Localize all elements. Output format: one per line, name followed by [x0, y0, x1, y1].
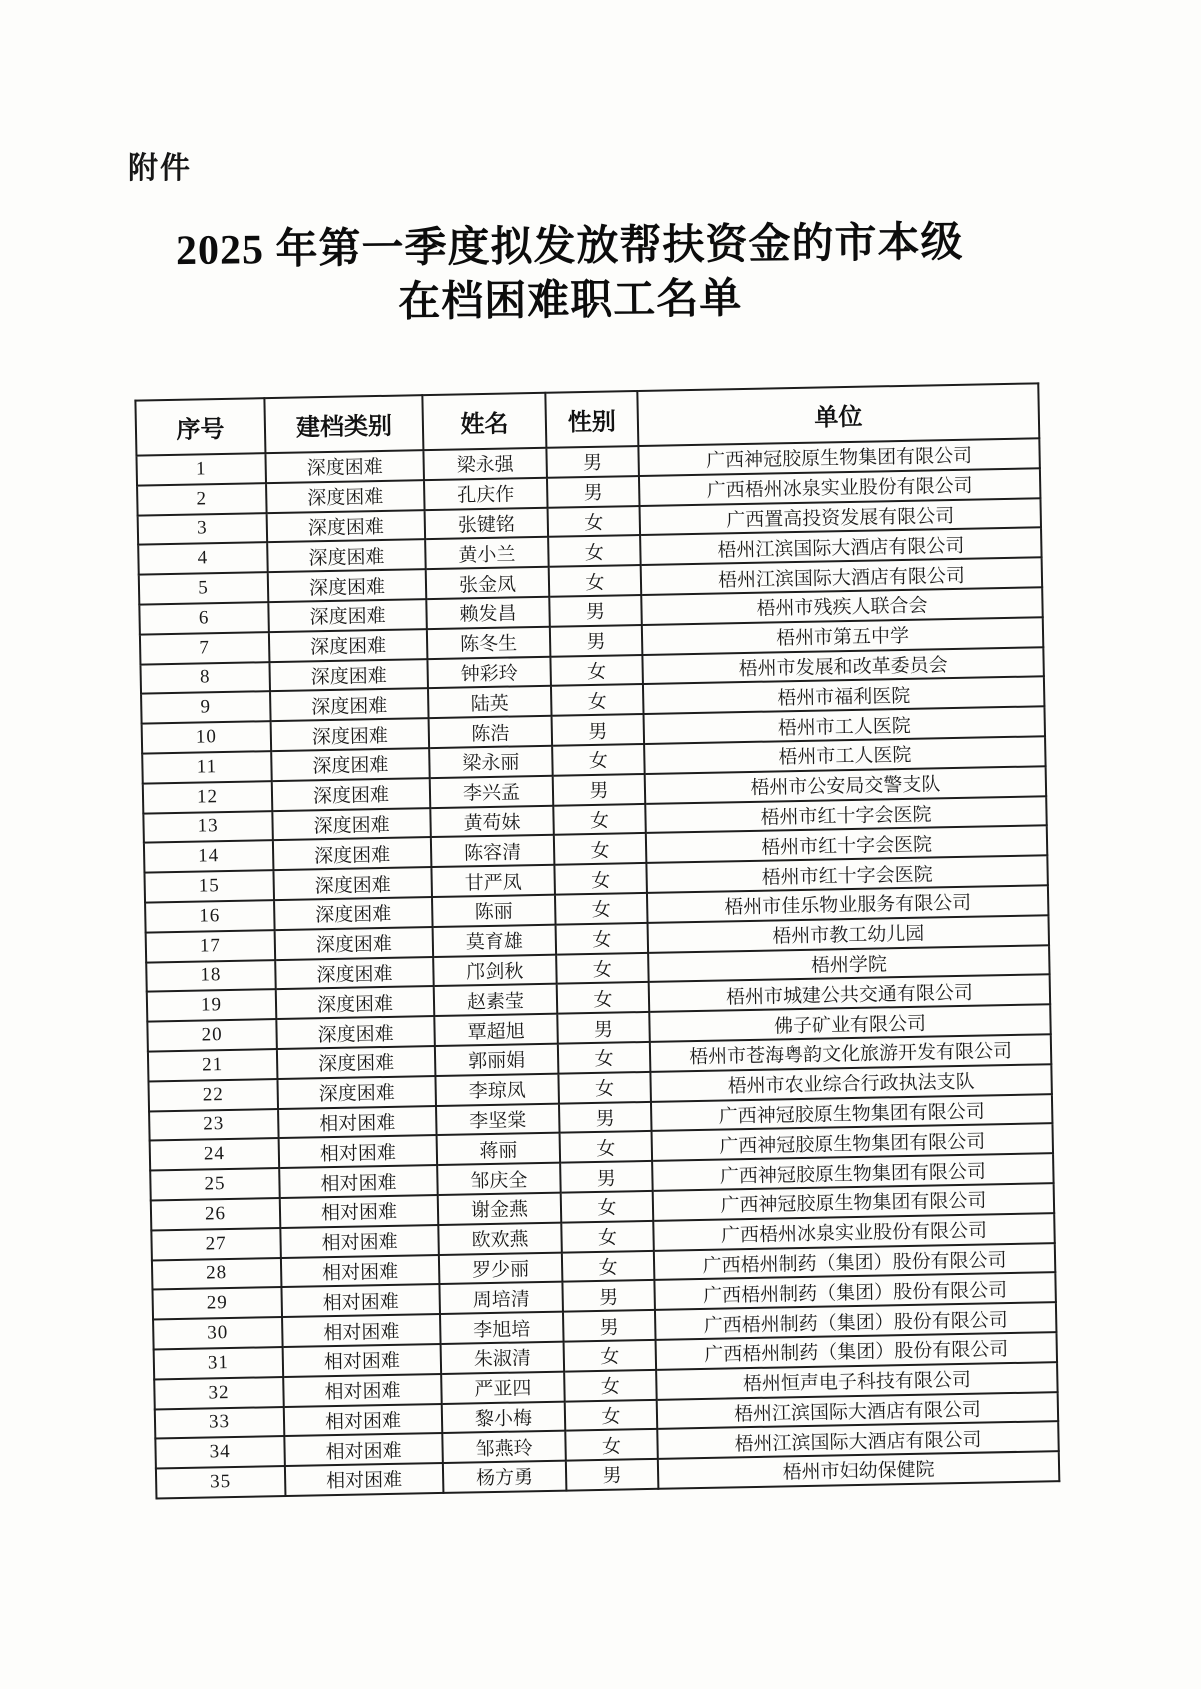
- cell-row-number: 16: [145, 900, 275, 932]
- cell-gender: 女: [553, 804, 646, 836]
- cell-category: 深度困难: [272, 808, 431, 841]
- cell-gender: 男: [563, 1310, 656, 1342]
- cell-name: 孔庆作: [424, 478, 548, 510]
- cell-row-number: 31: [154, 1347, 284, 1379]
- cell-gender: 男: [562, 1280, 655, 1312]
- cell-category: 深度困难: [268, 569, 427, 602]
- cell-unit: 梧州市苍海粤韵文化旅游开发有限公司: [650, 1034, 1051, 1071]
- cell-name: 黄苟妹: [430, 805, 554, 837]
- cell-category: 深度困难: [276, 1016, 435, 1049]
- cell-unit: 梧州市红十字会医院: [646, 826, 1047, 863]
- cell-row-number: 14: [144, 840, 274, 872]
- cell-name: 陈容清: [431, 835, 555, 867]
- cell-unit: 广西梧州制药（集团）股份有限公司: [654, 1243, 1055, 1280]
- cell-row-number: 27: [151, 1228, 281, 1260]
- cell-gender: 女: [564, 1340, 657, 1372]
- cell-unit: 梧州市福利医院: [643, 677, 1044, 714]
- cell-unit: 梧州市农业综合行政执法支队: [650, 1064, 1051, 1101]
- cell-category: 深度困难: [273, 837, 432, 870]
- cell-category: 相对困难: [281, 1284, 440, 1317]
- cell-unit: 广西神冠胶原生物集团有限公司: [653, 1183, 1054, 1220]
- cell-category: 深度困难: [271, 748, 430, 781]
- cell-unit: 广西梧州冰泉实业股份有限公司: [639, 468, 1040, 505]
- cell-category: 相对困难: [284, 1433, 443, 1466]
- cell-row-number: 34: [155, 1436, 285, 1468]
- cell-row-number: 20: [147, 1019, 277, 1051]
- cell-unit: 梧州恒声电子科技有限公司: [656, 1362, 1057, 1399]
- cell-name: 钟彩玲: [427, 656, 551, 688]
- cell-unit: 梧州江滨国际大酒店有限公司: [657, 1392, 1058, 1429]
- cell-unit: 佛子矿业有限公司: [649, 1004, 1050, 1041]
- cell-category: 深度困难: [272, 778, 431, 811]
- cell-row-number: 9: [141, 692, 271, 724]
- cell-unit: 广西梧州制药（集团）股份有限公司: [655, 1302, 1056, 1339]
- cell-category: 深度困难: [273, 867, 432, 900]
- cell-gender: 男: [552, 714, 645, 746]
- cell-gender: 女: [565, 1429, 658, 1461]
- cell-row-number: 7: [140, 632, 270, 664]
- cell-unit: 梧州市红十字会医院: [645, 796, 1046, 833]
- cell-row-number: 18: [146, 960, 276, 992]
- cell-gender: 女: [557, 982, 650, 1014]
- cell-unit: 梧州市工人医院: [644, 736, 1045, 773]
- cell-category: 深度困难: [271, 718, 430, 751]
- cell-gender: 女: [558, 1042, 651, 1074]
- cell-unit: 梧州江滨国际大酒店有限公司: [640, 528, 1041, 565]
- cell-gender: 女: [548, 506, 641, 538]
- cell-unit: 梧州市第五中学: [642, 617, 1043, 654]
- cell-gender: 女: [562, 1250, 655, 1282]
- cell-gender: 女: [558, 1072, 651, 1104]
- cell-category: 相对困难: [278, 1106, 437, 1139]
- cell-row-number: 26: [151, 1198, 281, 1230]
- cell-row-number: 12: [143, 781, 273, 813]
- cell-category: 相对困难: [284, 1403, 443, 1436]
- cell-unit: 梧州市城建公共交通有限公司: [649, 975, 1050, 1012]
- cell-category: 深度困难: [269, 659, 428, 692]
- cell-row-number: 17: [146, 930, 276, 962]
- column-header-name: 姓名: [422, 393, 546, 450]
- cell-row-number: 1: [136, 453, 266, 485]
- cell-gender: 女: [564, 1370, 657, 1402]
- cell-name: 黄小兰: [425, 537, 549, 569]
- column-header-gender: 性别: [545, 391, 638, 448]
- cell-gender: 男: [557, 1012, 650, 1044]
- cell-name: 甘严凤: [431, 865, 555, 897]
- cell-name: 严亚四: [441, 1371, 565, 1403]
- column-header-category: 建档类别: [264, 395, 423, 453]
- cell-unit: 梧州市佳乐物业服务有限公司: [647, 885, 1048, 922]
- cell-name: 陈浩: [429, 716, 553, 748]
- cell-name: 杨方勇: [443, 1461, 567, 1493]
- cell-name: 陈冬生: [427, 627, 551, 659]
- cell-category: 相对困难: [283, 1374, 442, 1407]
- column-header-row-number: 序号: [135, 398, 265, 455]
- cell-gender: 女: [561, 1221, 654, 1253]
- cell-gender: 男: [550, 625, 643, 657]
- cell-category: 深度困难: [274, 897, 433, 930]
- cell-row-number: 28: [152, 1258, 282, 1290]
- cell-name: 陈丽: [432, 895, 556, 927]
- page-title-line-1: 2025 年第一季度拟发放帮扶资金的市本级: [175, 219, 964, 275]
- cell-category: 深度困难: [277, 1076, 436, 1109]
- cell-row-number: 33: [155, 1407, 285, 1439]
- cell-gender: 女: [560, 1131, 653, 1163]
- cell-category: 相对困难: [285, 1463, 444, 1496]
- cell-category: 相对困难: [279, 1135, 438, 1168]
- cell-category: 深度困难: [266, 480, 425, 513]
- page-title: [59, 215, 1080, 334]
- cell-row-number: 29: [152, 1287, 282, 1319]
- cell-name: 梁永强: [423, 448, 547, 480]
- cell-name: 赵素莹: [434, 984, 558, 1016]
- cell-name: 梁永丽: [429, 746, 553, 778]
- roster-table: [134, 382, 1060, 1499]
- cell-gender: 女: [555, 893, 648, 925]
- column-header-unit: 单位: [637, 383, 1039, 446]
- cell-row-number: 2: [137, 483, 267, 515]
- cell-name: 邹燕玲: [442, 1431, 566, 1463]
- cell-category: 深度困难: [265, 450, 424, 483]
- cell-gender: 女: [565, 1399, 658, 1431]
- cell-gender: 男: [566, 1459, 659, 1491]
- cell-name: 欧欢燕: [438, 1222, 562, 1254]
- cell-gender: 男: [549, 595, 642, 627]
- cell-category: 深度困难: [275, 957, 434, 990]
- cell-unit: 梧州江滨国际大酒店有限公司: [657, 1421, 1058, 1458]
- cell-name: 邝剑秋: [433, 954, 557, 986]
- cell-gender: 女: [548, 535, 641, 567]
- cell-gender: 男: [560, 1161, 653, 1193]
- cell-unit: 梧州市残疾人联合会: [641, 587, 1042, 624]
- cell-unit: 广西神冠胶原生物集团有限公司: [651, 1094, 1052, 1131]
- cell-gender: 女: [556, 952, 649, 984]
- cell-unit: 梧州学院: [648, 945, 1049, 982]
- cell-unit: 梧州市红十字会医院: [646, 855, 1047, 892]
- attachment-label: 附件: [128, 152, 192, 185]
- cell-name: 覃超旭: [434, 1014, 558, 1046]
- cell-gender: 男: [546, 446, 639, 478]
- cell-name: 李旭培: [440, 1312, 564, 1344]
- cell-unit: 梧州市工人医院: [644, 706, 1045, 743]
- cell-row-number: 30: [153, 1317, 283, 1349]
- cell-category: 相对困难: [281, 1255, 440, 1288]
- cell-category: 相对困难: [280, 1225, 439, 1258]
- cell-row-number: 11: [142, 751, 272, 783]
- cell-name: 黎小梅: [442, 1401, 566, 1433]
- cell-unit: 广西神冠胶原生物集团有限公司: [638, 438, 1039, 475]
- cell-category: 深度困难: [276, 986, 435, 1019]
- cell-unit: 广西梧州冰泉实业股份有限公司: [653, 1213, 1054, 1250]
- cell-row-number: 23: [149, 1109, 279, 1141]
- cell-gender: 女: [561, 1191, 654, 1223]
- cell-row-number: 19: [147, 989, 277, 1021]
- cell-category: 深度困难: [267, 510, 426, 543]
- cell-name: 朱淑清: [441, 1342, 565, 1374]
- cell-row-number: 3: [138, 513, 268, 545]
- cell-row-number: 6: [139, 602, 269, 634]
- cell-category: 相对困难: [282, 1314, 441, 1347]
- cell-name: 蒋丽: [437, 1133, 561, 1165]
- cell-category: 深度困难: [269, 629, 428, 662]
- cell-row-number: 5: [139, 572, 269, 604]
- cell-row-number: 10: [142, 721, 272, 753]
- cell-gender: 女: [549, 565, 642, 597]
- cell-row-number: 24: [150, 1138, 280, 1170]
- cell-unit: 广西梧州制药（集团）股份有限公司: [654, 1272, 1055, 1309]
- cell-unit: 广西神冠胶原生物集团有限公司: [652, 1124, 1053, 1161]
- cell-category: 相对困难: [280, 1195, 439, 1228]
- cell-row-number: 22: [148, 1079, 278, 1111]
- cell-category: 深度困难: [270, 688, 429, 721]
- cell-gender: 女: [554, 833, 647, 865]
- cell-name: 张键铭: [425, 507, 549, 539]
- cell-name: 陆英: [428, 686, 552, 718]
- cell-gender: 女: [554, 863, 647, 895]
- page-title-line-2: 在档困难职工名单: [398, 276, 743, 326]
- cell-name: 周培清: [439, 1282, 563, 1314]
- cell-row-number: 15: [144, 870, 274, 902]
- cell-unit: 梧州市公安局交警支队: [645, 766, 1046, 803]
- cell-row-number: 25: [150, 1168, 280, 1200]
- cell-category: 深度困难: [275, 927, 434, 960]
- cell-gender: 男: [553, 774, 646, 806]
- cell-unit: 梧州市发展和改革委员会: [642, 647, 1043, 684]
- cell-category: 深度困难: [277, 1046, 436, 1079]
- cell-gender: 男: [559, 1101, 652, 1133]
- cell-gender: 女: [550, 655, 643, 687]
- cell-name: 赖发昌: [426, 597, 550, 629]
- cell-name: 罗少丽: [439, 1252, 563, 1284]
- cell-name: 邹庆全: [437, 1163, 561, 1195]
- cell-name: 李琼凤: [435, 1073, 559, 1105]
- cell-unit: 广西置高投资发展有限公司: [640, 498, 1041, 535]
- cell-row-number: 35: [156, 1466, 286, 1498]
- cell-row-number: 8: [140, 662, 270, 694]
- cell-gender: 女: [551, 684, 644, 716]
- cell-unit: 梧州市教工幼儿园: [648, 915, 1049, 952]
- cell-category: 相对困难: [279, 1165, 438, 1198]
- cell-name: 莫育雄: [433, 924, 557, 956]
- cell-name: 李坚棠: [436, 1103, 560, 1135]
- cell-gender: 女: [552, 744, 645, 776]
- cell-unit: 广西梧州制药（集团）股份有限公司: [656, 1332, 1057, 1369]
- cell-category: 深度困难: [267, 540, 426, 573]
- cell-row-number: 13: [143, 811, 273, 843]
- cell-name: 李兴孟: [430, 775, 554, 807]
- cell-row-number: 4: [138, 543, 268, 575]
- cell-name: 郭丽娟: [435, 1044, 559, 1076]
- cell-category: 相对困难: [283, 1344, 442, 1377]
- cell-name: 谢金燕: [438, 1193, 562, 1225]
- cell-row-number: 21: [148, 1049, 278, 1081]
- cell-category: 深度困难: [268, 599, 427, 632]
- cell-name: 张金凤: [426, 567, 550, 599]
- cell-unit: 梧州市妇幼保健院: [658, 1451, 1059, 1488]
- cell-unit: 广西神冠胶原生物集团有限公司: [652, 1153, 1053, 1190]
- cell-unit: 梧州江滨国际大酒店有限公司: [641, 557, 1042, 594]
- cell-row-number: 32: [154, 1377, 284, 1409]
- cell-gender: 女: [556, 923, 649, 955]
- cell-gender: 男: [547, 476, 640, 508]
